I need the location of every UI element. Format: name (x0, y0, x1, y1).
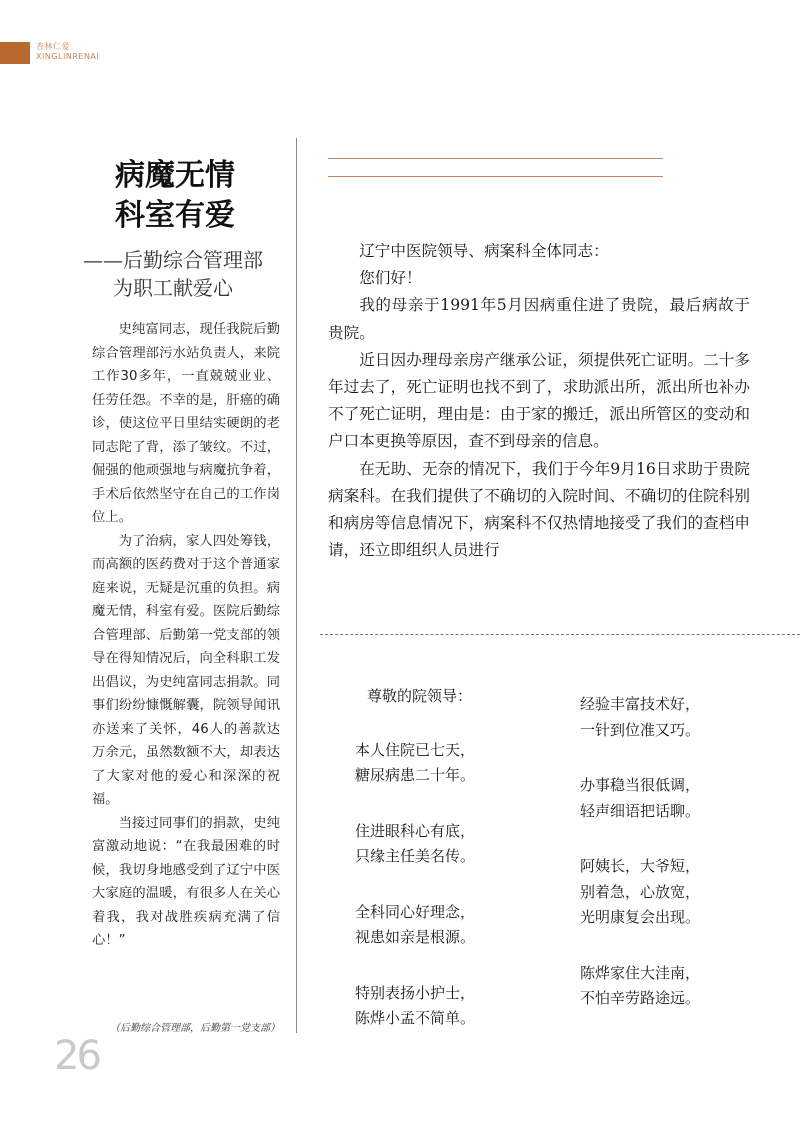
letter-greeting: 您们好！ (359, 269, 422, 288)
poem-line: 光明康复会出现。 (580, 908, 701, 926)
poem-line: 办事稳当很低调， (580, 776, 701, 794)
letter-paragraph: 我的母亲于1991年5月因病重住进了贵院，最后病故于贵院。 (328, 296, 750, 342)
section-label: 杏林仁爱 (36, 42, 70, 51)
article-title (100, 156, 250, 236)
poem-line: 不怕辛劳路途远。 (580, 989, 701, 1007)
poem-stanza (580, 854, 780, 931)
poem-line: 阿姨长，大爷短， (580, 857, 701, 875)
thank-you-letter (328, 238, 750, 564)
poem-line: 轻声细语把话聊。 (580, 801, 701, 820)
poem-right-column (580, 692, 780, 1042)
section-color-tab (0, 42, 30, 64)
poem-stanza (580, 961, 780, 1012)
poem-stanza (580, 773, 780, 824)
poem-stanza (355, 900, 565, 951)
poem-line: 只缘主任美名传。 (355, 847, 476, 865)
poem-line: 糖尿病患二十年。 (355, 766, 476, 784)
subtitle-line-1: ——后勤综合管理部 (83, 248, 263, 272)
section-header (36, 42, 99, 62)
article-subtitle (78, 246, 268, 302)
top-rule-1 (328, 158, 663, 159)
letter-paragraph: 在无助、无奈的情况下，我们于今年9月16日求助于贵院病案科。在我们提供了不确切的入院时间、不确切的住院科别和病房等信息情况下，病案科不仅热情地接受了我们的查档申请，还立即组织人员进行 (328, 459, 750, 560)
poem-line: 经验丰富技术好， (580, 695, 701, 713)
letter-salutation: 辽宁中医院领导、病案科全体同志： (359, 242, 609, 260)
letter-paragraph: 近日因办理母亲房产继承公证，须提供死亡证明。二十多年过去了，死亡证明也找不到了，求助派出所，派出所也补办不了死亡证明，理由是：由于家的搬迁，派出所管区的变动和户口本更换等原因，查不到母亲的信息。 (328, 350, 750, 451)
poem-line: 全科同心好理念， (355, 902, 476, 921)
poem-left-column (355, 684, 565, 1062)
poem-line: 陈烨小孟不简单。 (355, 1009, 476, 1027)
poem-stanza (580, 692, 780, 743)
article-paragraph: 为了治病，家人四处筹钱，而高额的医药费对于这个普通家庭来说，无疑是沉重的负担。病魔无情，科室有爱。医院后勤综合管理部、后勤第一党支部的领导在得知情况后，向全科职工发出倡议，为史纯富同志捐款。同事们纷纷慷慨解囊，院领导闻讯亦送来了关怀，46人的善款达万余元，虽然数额不大，却表达了大家对他的爱心和深深的祝福。 (92, 533, 280, 807)
page-number: 26 (54, 1033, 99, 1079)
poem-line: 住进眼科心有底， (355, 821, 476, 840)
poem-line: 视患如亲是根源。 (355, 928, 476, 946)
title-line-2: 科室有爱 (115, 198, 235, 233)
poem-stanza (355, 981, 565, 1032)
poem-stanza (355, 819, 565, 870)
poem-stanza (355, 738, 565, 789)
top-rule-2 (328, 176, 663, 177)
column-divider (296, 138, 297, 1033)
section-label-en: XINGLINRENAI (36, 52, 100, 61)
article-signature: （后勤综合管理部，后勤第一党支部） (110, 1023, 280, 1034)
poem-line: 陈烨家住大洼南， (580, 963, 701, 982)
poem-line: 别着急，心放宽， (580, 882, 701, 901)
poem-greeting: 尊敬的院领导： (367, 687, 473, 705)
article-body (92, 318, 280, 953)
dashed-divider (320, 634, 800, 635)
poem-line: 一针到位准又巧。 (580, 720, 701, 739)
subtitle-line-2: 为职工献爱心 (113, 276, 233, 300)
title-line-1: 病魔无情 (115, 158, 235, 193)
poem-line: 特别表扬小护士， (355, 983, 476, 1002)
poem-line: 本人住院已七天， (355, 740, 476, 759)
article-paragraph: 史纯富同志，现任我院后勤综合管理部污水站负责人，来院工作30多年，一直兢兢业业、任劳任怨。不幸的是，肝癌的确诊，使这位平日里结实硬朗的老同志陀了背，添了皱纹。不过，倔强的他顽强地与病魔抗争着，手术后依然坚守在自己的工作岗位上。 (92, 322, 280, 525)
article-paragraph: 当接过同事们的捐款，史纯富激动地说：“在我最困难的时候，我切身地感受到了辽宁中医大家庭的温暖，有很多人在关心着我，我对战胜疾病充满了信心！” (92, 815, 280, 948)
